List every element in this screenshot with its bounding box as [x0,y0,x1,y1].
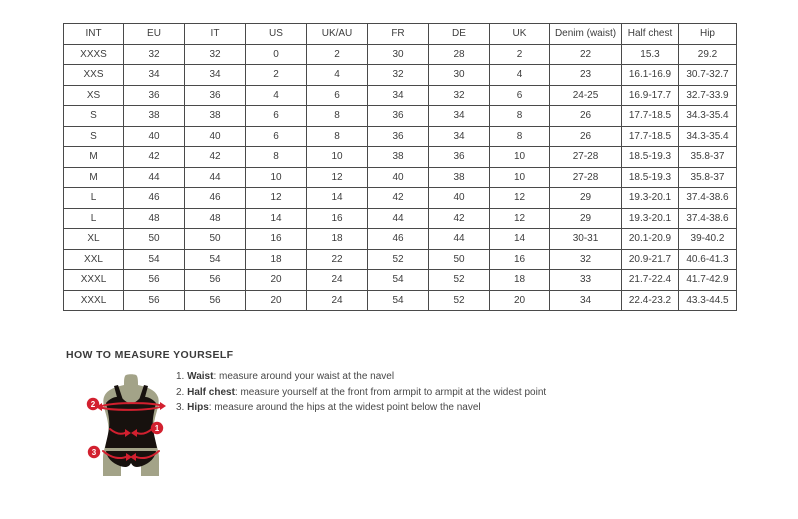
table-cell: 50 [429,249,490,270]
table-cell: 44 [368,208,429,229]
table-cell: 2 [490,44,550,65]
table-cell: 24 [307,290,368,311]
step-term: Half chest [187,386,235,398]
step-term: Hips [187,402,209,413]
table-cell: 36 [368,126,429,147]
col-header-fr: FR [368,24,429,45]
measurement-figure-illustration [83,370,183,482]
table-cell: 2 [307,44,368,65]
table-cell: XS [64,85,124,106]
table-cell: 56 [124,290,185,311]
table-cell: 27-28 [550,147,622,168]
step-text: : measure yourself at the front from armpit to armpit at the widest point [234,386,547,398]
measure-step-hips [176,402,546,414]
table-cell: 42 [124,147,185,168]
step-term: Waist [187,371,214,382]
table-cell: 14 [490,229,550,250]
table-cell: 32 [550,249,622,270]
table-cell: 34 [550,290,622,311]
table-row [64,44,737,65]
table-cell: 18 [490,270,550,291]
col-header-eu: EU [124,24,185,45]
table-cell: 40 [185,126,246,147]
table-cell: 34 [124,65,185,86]
svg-text:3: 3 [91,448,97,457]
step-number: 3. [176,402,185,413]
table-cell: 18 [246,249,307,270]
step-text: : measure around your waist at the navel [213,371,395,382]
table-cell: 12 [490,188,550,209]
table-cell: 32 [368,65,429,86]
table-cell: 22 [307,249,368,270]
measure-step-half-chest [176,387,546,399]
table-cell: 54 [185,249,246,270]
table-cell: 34.3-35.4 [679,126,737,147]
table-cell: 46 [124,188,185,209]
table-cell: 44 [124,167,185,188]
table-cell: 8 [490,126,550,147]
table-row [64,126,737,147]
table-cell: 44 [429,229,490,250]
table-row [64,167,737,188]
table-cell: XXS [64,65,124,86]
table-cell: 32 [185,44,246,65]
table-cell: 40 [429,188,490,209]
table-cell: 34 [429,106,490,127]
step-number: 1. [176,371,185,382]
table-cell: 33 [550,270,622,291]
table-cell: 6 [246,126,307,147]
table-cell: 22.4-23.2 [622,290,679,311]
table-cell: 54 [368,290,429,311]
table-cell: XL [64,229,124,250]
table-cell: 34 [368,85,429,106]
table-cell: 19.3-20.1 [622,188,679,209]
table-cell: 17.7-18.5 [622,106,679,127]
table-row [64,106,737,127]
table-cell: 12 [490,208,550,229]
table-cell: 35.8-37 [679,167,737,188]
table-cell: 14 [307,188,368,209]
table-cell: 4 [246,85,307,106]
table-cell: 34 [185,65,246,86]
table-cell: 2 [246,65,307,86]
svg-text:2: 2 [90,400,96,409]
table-row [64,270,737,291]
table-cell: 54 [368,270,429,291]
table-cell: 54 [124,249,185,270]
col-header-denim: Denim (waist) [550,24,622,45]
table-cell: 42 [429,208,490,229]
table-cell: 26 [550,106,622,127]
table-cell: 37.4-38.6 [679,188,737,209]
table-cell: 36 [124,85,185,106]
table-cell: 50 [124,229,185,250]
table-cell: M [64,147,124,168]
col-header-hip: Hip [679,24,737,45]
table-cell: 30-31 [550,229,622,250]
table-row [64,65,737,86]
table-cell: XXL [64,249,124,270]
size-table-body [64,44,737,311]
table-cell: 20.9-21.7 [622,249,679,270]
table-cell: 52 [429,290,490,311]
measure-step-waist [176,371,546,383]
table-cell: 18.5-19.3 [622,147,679,168]
table-cell: 27-28 [550,167,622,188]
table-cell: 22 [550,44,622,65]
measure-section-title: HOW TO MEASURE YOURSELF [66,349,234,361]
table-cell: 20 [246,270,307,291]
size-chart [63,23,737,311]
table-cell: 32.7-33.9 [679,85,737,106]
table-cell: 29 [550,208,622,229]
table-cell: 4 [490,65,550,86]
size-table [63,23,737,311]
table-cell: 38 [368,147,429,168]
table-cell: 48 [124,208,185,229]
table-cell: 40 [368,167,429,188]
table-cell: 40 [124,126,185,147]
table-cell: 36 [429,147,490,168]
badge-hips [88,446,100,458]
table-cell: 6 [246,106,307,127]
table-cell: M [64,167,124,188]
table-cell: 20 [490,290,550,311]
table-row [64,229,737,250]
table-cell: 14 [246,208,307,229]
table-cell: XXXS [64,44,124,65]
table-cell: 21.7-22.4 [622,270,679,291]
table-cell: 52 [429,270,490,291]
table-cell: 32 [429,85,490,106]
table-cell: 0 [246,44,307,65]
table-cell: 8 [490,106,550,127]
step-number: 2. [176,386,185,398]
table-row [64,147,737,168]
table-row [64,188,737,209]
table-cell: 15.3 [622,44,679,65]
step-text: : measure around the hips at the widest point below the navel [208,402,481,413]
table-cell: S [64,106,124,127]
table-cell: 16 [490,249,550,270]
table-cell: S [64,126,124,147]
col-header-it: IT [185,24,246,45]
table-cell: 48 [185,208,246,229]
table-cell: 12 [307,167,368,188]
table-cell: XXXL [64,270,124,291]
table-cell: 16 [307,208,368,229]
table-cell: 20 [246,290,307,311]
col-header-uk-au: UK/AU [307,24,368,45]
table-cell: 20.1-20.9 [622,229,679,250]
svg-text:1: 1 [154,424,160,433]
table-cell: 34.3-35.4 [679,106,737,127]
table-cell: 38 [185,106,246,127]
table-cell: 24-25 [550,85,622,106]
table-cell: 19.3-20.1 [622,208,679,229]
table-row [64,249,737,270]
header-row [64,24,737,45]
table-cell: 44 [185,167,246,188]
table-cell: 41.7-42.9 [679,270,737,291]
table-row [64,85,737,106]
table-cell: 17.7-18.5 [622,126,679,147]
table-cell: 43.3-44.5 [679,290,737,311]
table-cell: 16.1-16.9 [622,65,679,86]
table-cell: 36 [368,106,429,127]
table-cell: 6 [307,85,368,106]
table-cell: 8 [307,106,368,127]
table-cell: 34 [429,126,490,147]
table-cell: 10 [490,147,550,168]
table-row [64,208,737,229]
table-cell: 8 [246,147,307,168]
mannequin-figure-icon [83,370,183,482]
table-cell: 52 [368,249,429,270]
col-header-de: DE [429,24,490,45]
table-cell: 10 [307,147,368,168]
table-cell: 39-40.2 [679,229,737,250]
col-header-int: INT [64,24,124,45]
table-cell: 26 [550,126,622,147]
table-cell: 16.9-17.7 [622,85,679,106]
table-cell: 38 [429,167,490,188]
table-cell: 28 [429,44,490,65]
badge-waist [151,422,163,434]
col-header-us: US [246,24,307,45]
table-cell: L [64,188,124,209]
table-cell: 10 [490,167,550,188]
table-cell: 36 [185,85,246,106]
table-cell: 42 [185,147,246,168]
table-cell: 56 [185,270,246,291]
table-cell: 29 [550,188,622,209]
table-cell: 42 [368,188,429,209]
table-cell: 30 [429,65,490,86]
table-cell: 6 [490,85,550,106]
table-cell: 18 [307,229,368,250]
table-cell: XXXL [64,290,124,311]
table-cell: 40.6-41.3 [679,249,737,270]
table-cell: 16 [246,229,307,250]
table-cell: 23 [550,65,622,86]
table-cell: 38 [124,106,185,127]
table-cell: 46 [368,229,429,250]
table-row [64,290,737,311]
table-cell: 12 [246,188,307,209]
table-cell: L [64,208,124,229]
table-cell: 10 [246,167,307,188]
table-cell: 46 [185,188,246,209]
table-cell: 30 [368,44,429,65]
chest-arrowhead-right [160,402,166,410]
table-cell: 35.8-37 [679,147,737,168]
size-table-header [64,24,737,45]
table-cell: 32 [124,44,185,65]
table-cell: 18.5-19.3 [622,167,679,188]
table-cell: 4 [307,65,368,86]
table-cell: 56 [124,270,185,291]
measure-instructions [176,371,546,418]
table-cell: 29.2 [679,44,737,65]
table-cell: 8 [307,126,368,147]
table-cell: 50 [185,229,246,250]
col-header-half-chest: Half chest [622,24,679,45]
table-cell: 30.7-32.7 [679,65,737,86]
table-cell: 56 [185,290,246,311]
badge-half-chest [87,398,99,410]
table-cell: 24 [307,270,368,291]
col-header-uk: UK [490,24,550,45]
table-cell: 37.4-38.6 [679,208,737,229]
